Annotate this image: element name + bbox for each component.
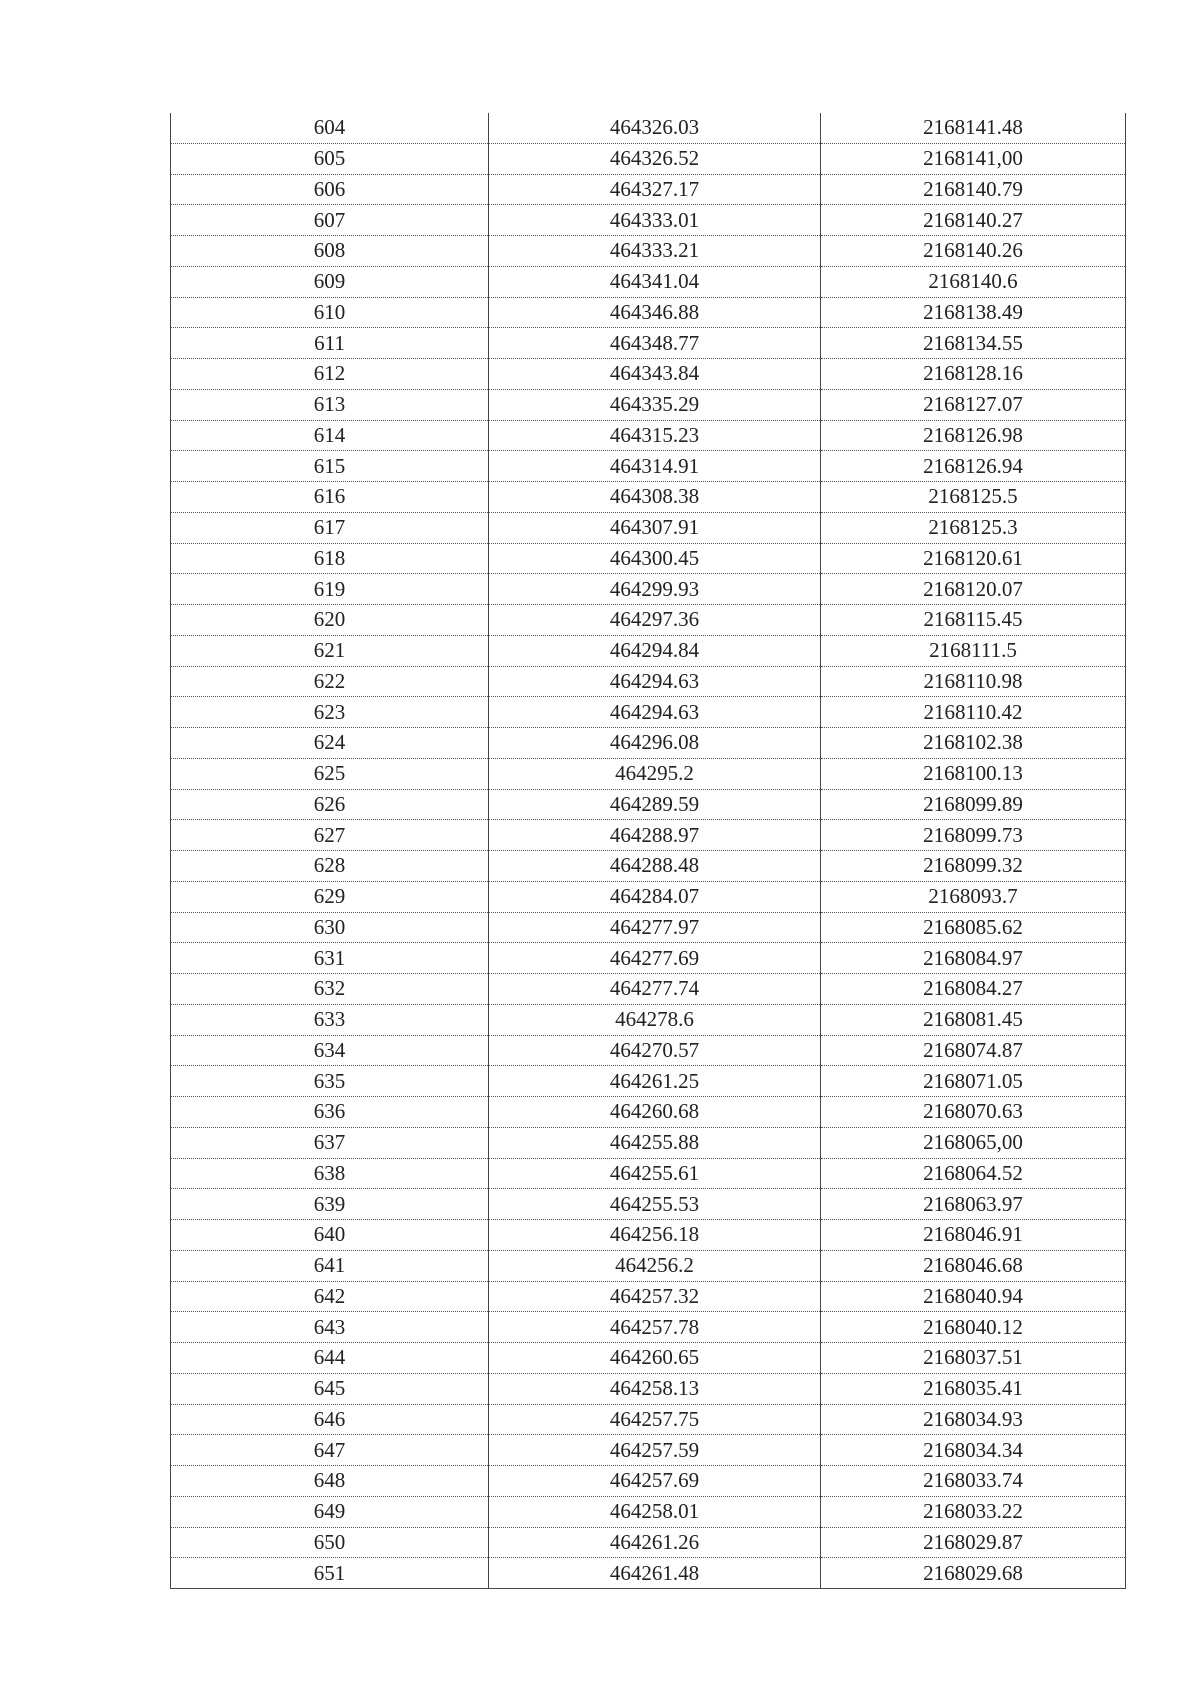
table-row: [171, 1250, 1126, 1281]
point-number-cell: 610: [171, 297, 489, 328]
y-coordinate-cell: 2168128.16: [821, 359, 1126, 390]
point-number-cell: 641: [171, 1250, 489, 1281]
x-coordinate-cell: 464341.04: [489, 266, 821, 297]
point-number-cell: 626: [171, 789, 489, 820]
table-row: [171, 851, 1126, 882]
x-coordinate-cell: 464315.23: [489, 420, 821, 451]
y-coordinate-cell: 2168040.12: [821, 1312, 1126, 1343]
x-coordinate-cell: 464308.38: [489, 482, 821, 513]
table-row: [171, 1558, 1126, 1589]
table-row: [171, 451, 1126, 482]
table-row: [171, 1281, 1126, 1312]
point-number-cell: 604: [171, 113, 489, 143]
point-number-cell: 618: [171, 543, 489, 574]
y-coordinate-cell: 2168029.87: [821, 1527, 1126, 1558]
point-number-cell: 616: [171, 482, 489, 513]
point-number-cell: 607: [171, 205, 489, 236]
x-coordinate-cell: 464295.2: [489, 758, 821, 789]
x-coordinate-cell: 464257.75: [489, 1404, 821, 1435]
x-coordinate-cell: 464256.2: [489, 1250, 821, 1281]
table-row: [171, 297, 1126, 328]
x-coordinate-cell: 464261.26: [489, 1527, 821, 1558]
table-row: [171, 943, 1126, 974]
table-row: [171, 1127, 1126, 1158]
x-coordinate-cell: 464346.88: [489, 297, 821, 328]
point-number-cell: 651: [171, 1558, 489, 1589]
y-coordinate-cell: 2168070.63: [821, 1097, 1126, 1128]
y-coordinate-cell: 2168037.51: [821, 1343, 1126, 1374]
x-coordinate-cell: 464260.68: [489, 1097, 821, 1128]
y-coordinate-cell: 2168029.68: [821, 1558, 1126, 1589]
x-coordinate-cell: 464294.63: [489, 697, 821, 728]
point-number-cell: 633: [171, 1004, 489, 1035]
point-number-cell: 627: [171, 820, 489, 851]
y-coordinate-cell: 2168110.98: [821, 666, 1126, 697]
point-number-cell: 642: [171, 1281, 489, 1312]
point-number-cell: 605: [171, 143, 489, 174]
x-coordinate-cell: 464261.25: [489, 1066, 821, 1097]
y-coordinate-cell: 2168033.74: [821, 1466, 1126, 1497]
point-number-cell: 608: [171, 236, 489, 267]
point-number-cell: 629: [171, 881, 489, 912]
x-coordinate-cell: 464288.97: [489, 820, 821, 851]
y-coordinate-cell: 2168115.45: [821, 605, 1126, 636]
point-number-cell: 611: [171, 328, 489, 359]
y-coordinate-cell: 2168063.97: [821, 1189, 1126, 1220]
table-row: [171, 1343, 1126, 1374]
y-coordinate-cell: 2168040.94: [821, 1281, 1126, 1312]
point-number-cell: 609: [171, 266, 489, 297]
y-coordinate-cell: 2168081.45: [821, 1004, 1126, 1035]
point-number-cell: 638: [171, 1158, 489, 1189]
table-row: [171, 1189, 1126, 1220]
table-row: [171, 113, 1126, 143]
table-row: [171, 482, 1126, 513]
y-coordinate-cell: 2168035.41: [821, 1373, 1126, 1404]
point-number-cell: 606: [171, 174, 489, 205]
x-coordinate-cell: 464261.48: [489, 1558, 821, 1589]
x-coordinate-cell: 464288.48: [489, 851, 821, 882]
x-coordinate-cell: 464255.53: [489, 1189, 821, 1220]
point-number-cell: 622: [171, 666, 489, 697]
point-number-cell: 628: [171, 851, 489, 882]
table-row: [171, 1097, 1126, 1128]
table-row: [171, 420, 1126, 451]
y-coordinate-cell: 2168140.27: [821, 205, 1126, 236]
table-row: [171, 1496, 1126, 1527]
table-row: [171, 574, 1126, 605]
y-coordinate-cell: 2168084.97: [821, 943, 1126, 974]
table-row: [171, 728, 1126, 759]
y-coordinate-cell: 2168127.07: [821, 389, 1126, 420]
table-row: [171, 328, 1126, 359]
y-coordinate-cell: 2168140.26: [821, 236, 1126, 267]
y-coordinate-cell: 2168126.98: [821, 420, 1126, 451]
point-number-cell: 619: [171, 574, 489, 605]
table-row: [171, 543, 1126, 574]
y-coordinate-cell: 2168100.13: [821, 758, 1126, 789]
x-coordinate-cell: 464333.01: [489, 205, 821, 236]
coordinate-table: [170, 113, 1126, 1589]
y-coordinate-cell: 2168085.62: [821, 912, 1126, 943]
point-number-cell: 639: [171, 1189, 489, 1220]
y-coordinate-cell: 2168034.34: [821, 1435, 1126, 1466]
table-row: [171, 1527, 1126, 1558]
x-coordinate-cell: 464327.17: [489, 174, 821, 205]
x-coordinate-cell: 464326.52: [489, 143, 821, 174]
table-row: [171, 512, 1126, 543]
y-coordinate-cell: 2168074.87: [821, 1035, 1126, 1066]
y-coordinate-cell: 2168099.89: [821, 789, 1126, 820]
x-coordinate-cell: 464307.91: [489, 512, 821, 543]
x-coordinate-cell: 464294.63: [489, 666, 821, 697]
table-row: [171, 1066, 1126, 1097]
x-coordinate-cell: 464277.74: [489, 974, 821, 1005]
x-coordinate-cell: 464314.91: [489, 451, 821, 482]
point-number-cell: 645: [171, 1373, 489, 1404]
x-coordinate-cell: 464300.45: [489, 543, 821, 574]
table-row: [171, 605, 1126, 636]
x-coordinate-cell: 464257.32: [489, 1281, 821, 1312]
y-coordinate-cell: 2168034.93: [821, 1404, 1126, 1435]
x-coordinate-cell: 464294.84: [489, 635, 821, 666]
point-number-cell: 636: [171, 1097, 489, 1128]
point-number-cell: 613: [171, 389, 489, 420]
table-row: [171, 758, 1126, 789]
y-coordinate-cell: 2168134.55: [821, 328, 1126, 359]
point-number-cell: 649: [171, 1496, 489, 1527]
x-coordinate-cell: 464299.93: [489, 574, 821, 605]
table-row: [171, 143, 1126, 174]
table-row: [171, 1035, 1126, 1066]
point-number-cell: 625: [171, 758, 489, 789]
table-row: [171, 881, 1126, 912]
table-row: [171, 205, 1126, 236]
table-row: [171, 359, 1126, 390]
x-coordinate-cell: 464335.29: [489, 389, 821, 420]
x-coordinate-cell: 464257.78: [489, 1312, 821, 1343]
point-number-cell: 634: [171, 1035, 489, 1066]
table-row: [171, 789, 1126, 820]
point-number-cell: 612: [171, 359, 489, 390]
table-row: [171, 266, 1126, 297]
y-coordinate-cell: 2168126.94: [821, 451, 1126, 482]
y-coordinate-cell: 2168046.91: [821, 1220, 1126, 1251]
y-coordinate-cell: 2168125.5: [821, 482, 1126, 513]
point-number-cell: 650: [171, 1527, 489, 1558]
y-coordinate-cell: 2168141.48: [821, 113, 1126, 143]
table-row: [171, 635, 1126, 666]
y-coordinate-cell: 2168120.61: [821, 543, 1126, 574]
table-row: [171, 236, 1126, 267]
table-row: [171, 389, 1126, 420]
table-row: [171, 1404, 1126, 1435]
table-row: [171, 912, 1126, 943]
x-coordinate-cell: 464260.65: [489, 1343, 821, 1374]
point-number-cell: 648: [171, 1466, 489, 1497]
y-coordinate-cell: 2168071.05: [821, 1066, 1126, 1097]
point-number-cell: 635: [171, 1066, 489, 1097]
point-number-cell: 624: [171, 728, 489, 759]
x-coordinate-cell: 464333.21: [489, 236, 821, 267]
point-number-cell: 632: [171, 974, 489, 1005]
point-number-cell: 621: [171, 635, 489, 666]
x-coordinate-cell: 464278.6: [489, 1004, 821, 1035]
y-coordinate-cell: 2168065,00: [821, 1127, 1126, 1158]
y-coordinate-cell: 2168140.6: [821, 266, 1126, 297]
y-coordinate-cell: 2168084.27: [821, 974, 1126, 1005]
x-coordinate-cell: 464270.57: [489, 1035, 821, 1066]
table-row: [171, 1466, 1126, 1497]
y-coordinate-cell: 2168064.52: [821, 1158, 1126, 1189]
table-row: [171, 697, 1126, 728]
x-coordinate-cell: 464348.77: [489, 328, 821, 359]
point-number-cell: 615: [171, 451, 489, 482]
y-coordinate-cell: 2168141,00: [821, 143, 1126, 174]
x-coordinate-cell: 464255.61: [489, 1158, 821, 1189]
table-row: [171, 174, 1126, 205]
point-number-cell: 647: [171, 1435, 489, 1466]
y-coordinate-cell: 2168120.07: [821, 574, 1126, 605]
x-coordinate-cell: 464257.69: [489, 1466, 821, 1497]
x-coordinate-cell: 464284.07: [489, 881, 821, 912]
table-row: [171, 974, 1126, 1005]
y-coordinate-cell: 2168099.32: [821, 851, 1126, 882]
point-number-cell: 646: [171, 1404, 489, 1435]
point-number-cell: 637: [171, 1127, 489, 1158]
y-coordinate-cell: 2168033.22: [821, 1496, 1126, 1527]
point-number-cell: 644: [171, 1343, 489, 1374]
table-row: [171, 1435, 1126, 1466]
table-row: [171, 1004, 1126, 1035]
x-coordinate-cell: 464255.88: [489, 1127, 821, 1158]
y-coordinate-cell: 2168138.49: [821, 297, 1126, 328]
table-row: [171, 1373, 1126, 1404]
table-row: [171, 1158, 1126, 1189]
x-coordinate-cell: 464277.97: [489, 912, 821, 943]
y-coordinate-cell: 2168110.42: [821, 697, 1126, 728]
y-coordinate-cell: 2168102.38: [821, 728, 1126, 759]
y-coordinate-cell: 2168046.68: [821, 1250, 1126, 1281]
coordinate-table-body: [171, 113, 1126, 1589]
point-number-cell: 630: [171, 912, 489, 943]
x-coordinate-cell: 464258.01: [489, 1496, 821, 1527]
point-number-cell: 640: [171, 1220, 489, 1251]
x-coordinate-cell: 464258.13: [489, 1373, 821, 1404]
x-coordinate-cell: 464277.69: [489, 943, 821, 974]
x-coordinate-cell: 464326.03: [489, 113, 821, 143]
x-coordinate-cell: 464256.18: [489, 1220, 821, 1251]
y-coordinate-cell: 2168125.3: [821, 512, 1126, 543]
x-coordinate-cell: 464296.08: [489, 728, 821, 759]
table-row: [171, 1220, 1126, 1251]
point-number-cell: 631: [171, 943, 489, 974]
point-number-cell: 623: [171, 697, 489, 728]
point-number-cell: 617: [171, 512, 489, 543]
table-row: [171, 666, 1126, 697]
y-coordinate-cell: 2168093.7: [821, 881, 1126, 912]
x-coordinate-cell: 464289.59: [489, 789, 821, 820]
x-coordinate-cell: 464257.59: [489, 1435, 821, 1466]
table-row: [171, 820, 1126, 851]
x-coordinate-cell: 464343.84: [489, 359, 821, 390]
y-coordinate-cell: 2168140.79: [821, 174, 1126, 205]
point-number-cell: 620: [171, 605, 489, 636]
y-coordinate-cell: 2168111.5: [821, 635, 1126, 666]
point-number-cell: 614: [171, 420, 489, 451]
table-row: [171, 1312, 1126, 1343]
y-coordinate-cell: 2168099.73: [821, 820, 1126, 851]
point-number-cell: 643: [171, 1312, 489, 1343]
x-coordinate-cell: 464297.36: [489, 605, 821, 636]
